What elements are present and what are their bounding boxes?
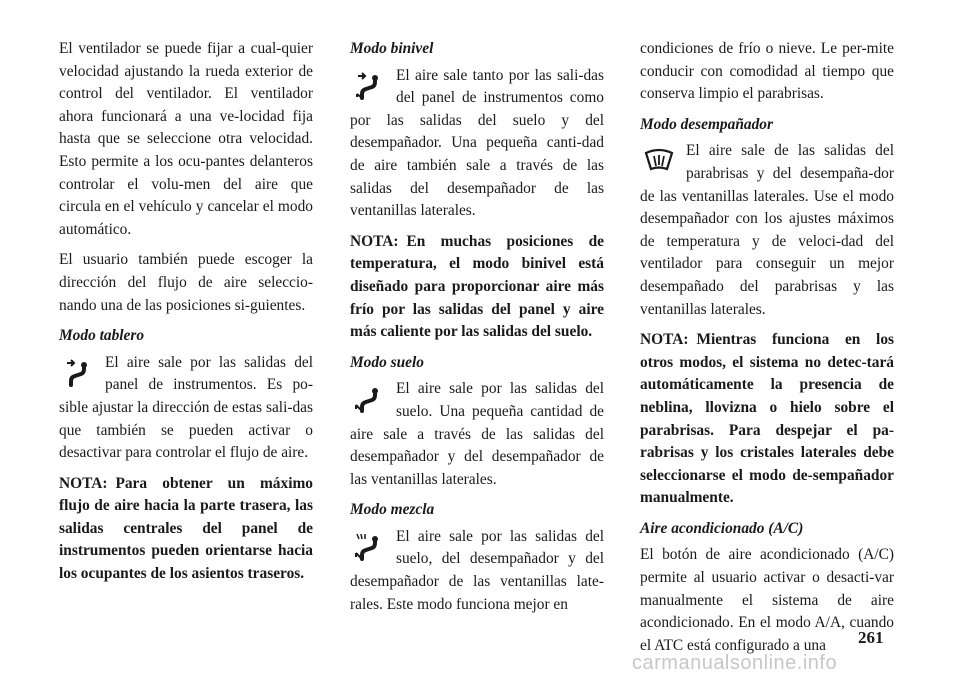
panel-mode-icon (59, 354, 97, 392)
heading-aire-acondicionado: Aire acondicionado (A/C) (640, 519, 804, 537)
heading-modo-tablero: Modo tablero (59, 327, 145, 345)
column-3 (640, 38, 894, 665)
section-modo-suelo (350, 378, 604, 491)
section-modo-binivel (350, 65, 604, 223)
note-label: NOTA: (350, 232, 399, 250)
paragraph-airflow-direction: El usuario también puede escoger la dirección del flujo de aire seleccio-nando una de las posiciones si-guientes. (59, 251, 313, 314)
defrost-mode-icon (640, 142, 678, 180)
mix-mode-icon (350, 528, 388, 566)
note-text: Para obtener un máximo flujo de aire hacia la parte trasera, las salidas centrales del panel de instrumentos pueden orientarse hacia los ocupantes de los asientos traseros. (59, 474, 313, 583)
note-rear-airflow (59, 473, 313, 586)
paragraph-modo-tablero: El aire sale por las salidas del panel de instrumentos. Es po-sible ajustar la dirección de estas sali-das que también se pueden activar o desactivar para controlar el flujo de aire. (59, 353, 313, 462)
paragraph-modo-binivel: El aire sale tanto por las sali-das del panel de instrumentos como por las salidas del suelo y del desempañador. Una pequeña canti-dad de aire también sale a través de las salidas del desempañador de las ventanillas laterales. (350, 66, 604, 220)
paragraph-mezcla-continued: condiciones de frío o nieve. Le per-mite conducir con comodidad al tiempo que conserva limpio el parabrisas. (640, 40, 894, 103)
paragraph-modo-suelo: El aire sale por las salidas del suelo. Una pequeña cantidad de aire sale a través de las salidas del desempañador y del desempañador de las ventanillas laterales. (350, 380, 604, 488)
floor-mode-icon (350, 380, 388, 418)
bilevel-mode-icon (350, 67, 388, 105)
note-binivel (350, 231, 604, 344)
heading-modo-desempanador: Modo desempañador (640, 115, 773, 133)
section-modo-tablero (59, 352, 313, 465)
column-2 (350, 38, 604, 624)
paragraph-aire-acondicionado: El botón de aire acondicionado (A/C) permite al usuario activar o desacti-var manualmente el sistema de aire acondicionado. En el modo A/A, cuando el ATC está configurado a una (640, 546, 894, 654)
column-1 (59, 38, 313, 594)
heading-modo-mezcla: Modo mezcla (350, 501, 435, 519)
note-label: NOTA: (59, 474, 108, 492)
paragraph-modo-mezcla: El aire sale por las salidas del suelo, del desempañador y del desempañador de las ventanillas late-rales. Este modo funciona mejor en (350, 527, 604, 613)
paragraph-modo-desempanador: El aire sale de las salidas del parabrisas y del desempaña-dor de las ventanillas laterales. Use el modo desempañador con los ajustes máximos de temperatura y de veloci-dad del ventilador para conseguir un mejor desempañado del parabrisas y las ventanillas laterales. (640, 142, 894, 318)
note-label: NOTA: (640, 331, 689, 349)
paragraph-fan-speed: El ventilador se puede fijar a cual-quier velocidad ajustando la rueda exterior de control del ventilador. El ventilador ahora funcionará a una ve-locidad fija hasta que se seleccione otra velocidad. Esto permite a los ocu-pantes delanteros controlar el volu-men del aire que circula en el vehículo y cancelar el modo automático. (59, 40, 313, 238)
watermark: carmanualsonline.info (632, 652, 838, 674)
section-modo-desempanador (640, 140, 894, 321)
heading-modo-binivel: Modo binivel (350, 40, 434, 57)
section-modo-mezcla (350, 526, 604, 616)
note-text: En muchas posiciones de temperatura, el modo binivel está diseñado para proporcionar aire más frío por las salidas del panel y aire más caliente por las salidas del suelo. (350, 232, 604, 341)
note-text: Mientras funciona en los otros modos, el sistema no detec-tará automáticamente la presencia de neblina, llovizna o hielo sobre el parabrisas. Para despejar el pa-rabrisas y los cristales laterales debe seleccionarse el modo de-sempañador manualmente. (640, 331, 894, 507)
page-number: 261 (858, 628, 884, 647)
heading-modo-suelo: Modo suelo (350, 353, 424, 371)
note-desempanador (640, 329, 894, 510)
